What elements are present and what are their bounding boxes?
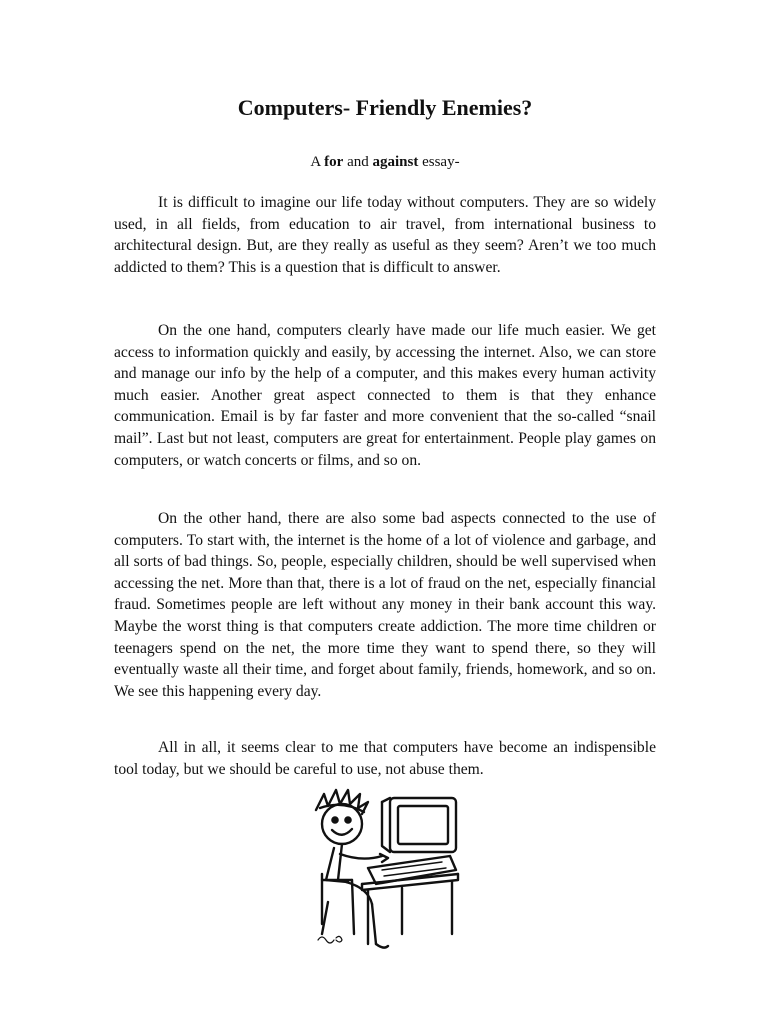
essay-subtitle — [114, 152, 656, 172]
essay-title: Computers- Friendly Enemies? — [237, 95, 533, 120]
subtitle-suffix: essay- — [418, 154, 460, 170]
subtitle-against: against — [372, 154, 419, 170]
subtitle-for: for — [324, 154, 344, 170]
subtitle-prefix: A — [310, 154, 325, 170]
child-at-computer-drawing-icon — [302, 784, 462, 952]
subtitle-middle: and — [343, 154, 373, 170]
paragraph-introduction: It is difficult to imagine our life today without computers. They are so widely used, in all fields, from education to air travel, from international business to architectural design. But, are they really as useful as they seem? Aren’t we too much addicted to them? This is a question that is difficult to answer. — [114, 194, 656, 276]
paragraph-advantages: On the one hand, computers clearly have made our life much easier. We get access to information quickly and easily, by accessing the internet. Also, we can store and manage our info by the help of a computer, and this makes every human activity much easier. Another great aspect connected to them is that they enhance communication. Email is by far faster and more convenient that the so-called “snail mail”. Last but not least, computers are great for entertainment. People play games on computers, or watch concerts or films, and so on. — [114, 322, 656, 469]
paragraph-conclusion: All in all, it seems clear to me that computers have become an indispensible tool today, but we should be careful to use, not abuse them. — [114, 739, 656, 778]
paragraph-disadvantages: On the other hand, there are also some bad aspects connected to the use of computers. To start with, the internet is the home of a lot of violence and garbage, and all sorts of bad things. So, people, especially children, should be well supervised when accessing the net. More than that, there is a lot of fraud on the net, especially financial fraud. Sometimes people are left without any money in their bank account this way. Maybe the worst thing is that computers create addiction. The more time children or teenagers spend on the net, the more time they want to spend there, so they will eventually waste all their time, and forget about family, friends, homework, and so on. We see this happening every day. — [114, 510, 656, 700]
